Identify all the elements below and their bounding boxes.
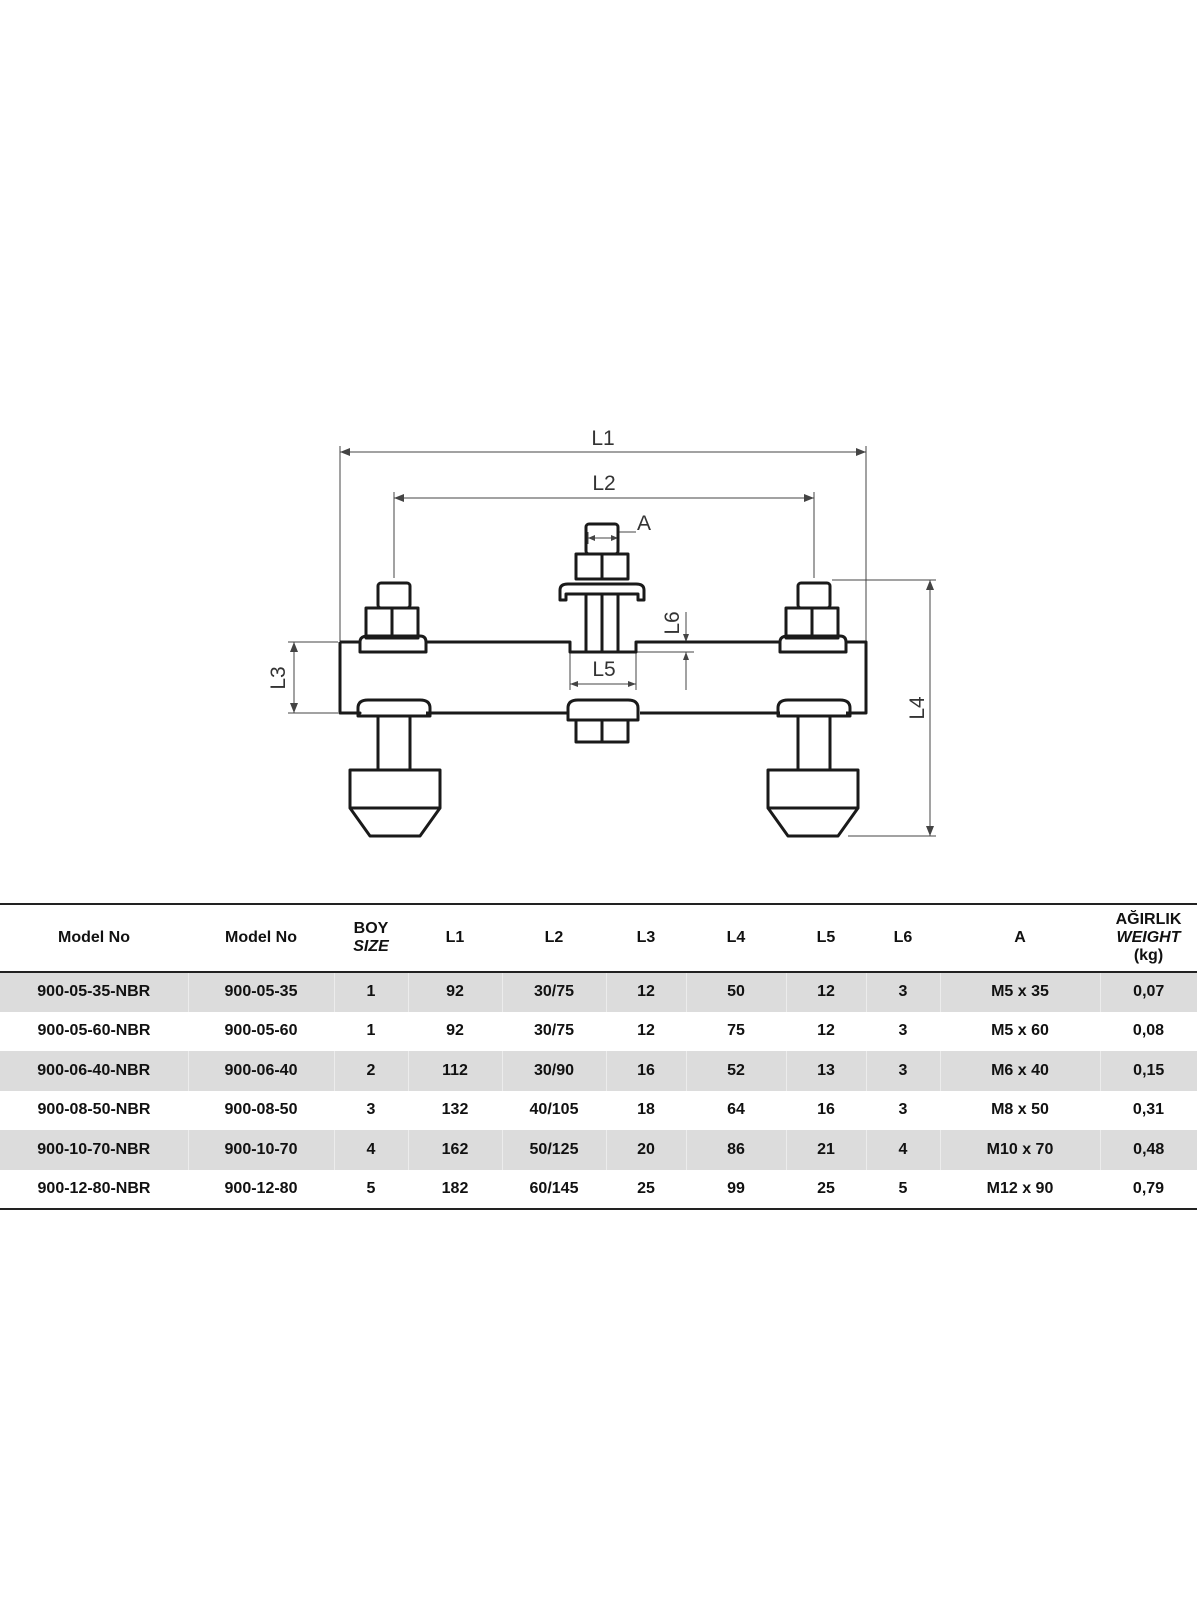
header-l2: L2 (544, 929, 564, 946)
cell-model-no-short: 900-05-60 (224, 1022, 298, 1040)
header-weight-label: WEIGHT (1116, 929, 1181, 946)
cell-model-no: 900-06-40-NBR (0, 1051, 188, 1091)
cell-l6: 3 (898, 1022, 908, 1040)
cell-a: M5 x 35 (940, 972, 1100, 1012)
cell-l2: 30/75 (502, 972, 606, 1012)
cell-size: 1 (366, 1022, 376, 1040)
cell-l2: 30/75 (533, 1022, 575, 1040)
cell-l1: 162 (408, 1130, 502, 1170)
header-l4: L4 (726, 929, 746, 946)
cell-l1: 112 (408, 1051, 502, 1091)
cell-weight: 0,07 (1100, 972, 1197, 1012)
dimension-l6 (636, 611, 694, 690)
header-l1: L1 (445, 929, 465, 946)
dimension-l4 (832, 580, 936, 836)
table-row (0, 1170, 1197, 1210)
cell-l3: 16 (606, 1051, 686, 1091)
left-bolt-assembly (350, 583, 440, 836)
cell-weight: 0,48 (1100, 1130, 1197, 1170)
cell-model-no-short: 900-05-35 (188, 972, 334, 1012)
cell-l6: 5 (898, 1179, 908, 1197)
dimension-l3 (267, 642, 338, 713)
cell-l3: 12 (606, 972, 686, 1012)
cell-model-no: 900-05-60-NBR (37, 1022, 151, 1040)
cell-l4: 52 (686, 1051, 786, 1091)
header-size-label: SIZE (353, 938, 389, 955)
cell-l5: 12 (786, 972, 866, 1012)
cell-a: M8 x 50 (991, 1101, 1049, 1119)
cell-model-no-short: 900-10-70 (188, 1130, 334, 1170)
dimension-label-l2: L2 (592, 472, 616, 495)
header-model-no-1: Model No (58, 929, 130, 946)
header-l5: L5 (816, 929, 836, 946)
cell-l3: 25 (637, 1179, 655, 1197)
cell-size: 2 (334, 1051, 408, 1091)
table-body (0, 972, 1197, 1209)
cell-weight: 0,31 (1132, 1101, 1165, 1119)
header-agirlik: AĞIRLIK (1115, 911, 1182, 928)
cell-weight: 0,15 (1100, 1051, 1197, 1091)
cell-size: 5 (366, 1179, 376, 1197)
cell-weight: 0,08 (1132, 1022, 1165, 1040)
cell-size: 1 (334, 972, 408, 1012)
cell-l6: 3 (866, 972, 940, 1012)
cell-model-no: 900-05-35-NBR (0, 972, 188, 1012)
cell-l2: 30/90 (502, 1051, 606, 1091)
dimension-label-l5: L5 (592, 658, 616, 681)
cell-l2: 50/125 (502, 1130, 606, 1170)
cell-weight: 0,79 (1132, 1179, 1165, 1197)
cell-l3: 18 (637, 1101, 655, 1119)
cell-l4: 86 (686, 1130, 786, 1170)
header-boy: BOY (353, 920, 389, 937)
cell-l6: 4 (866, 1130, 940, 1170)
table-row (0, 972, 1197, 1012)
table-row (0, 1130, 1197, 1170)
dimension-label-l6: L6 (661, 611, 684, 635)
cell-model-no: 900-12-80-NBR (37, 1179, 151, 1197)
cell-l1: 182 (441, 1179, 469, 1197)
header-row (0, 904, 1197, 972)
cell-model-no-short: 900-06-40 (188, 1051, 334, 1091)
header-l6: L6 (893, 929, 913, 946)
specifications-table (0, 903, 1197, 1210)
cell-l1: 132 (441, 1101, 469, 1119)
cell-model-no: 900-08-50-NBR (37, 1101, 151, 1119)
cell-l2: 60/145 (529, 1179, 579, 1197)
cell-l5: 13 (786, 1051, 866, 1091)
cell-a: M6 x 40 (940, 1051, 1100, 1091)
dimension-l5 (570, 652, 636, 690)
cell-a: M5 x 60 (991, 1022, 1049, 1040)
cell-l3: 12 (637, 1022, 655, 1040)
cell-l4: 75 (727, 1022, 745, 1040)
dimension-label-a: A (636, 512, 652, 535)
table-header (0, 904, 1197, 972)
cell-l6: 3 (866, 1051, 940, 1091)
cell-l4: 64 (727, 1101, 745, 1119)
cell-l5: 12 (817, 1022, 835, 1040)
cell-l6: 3 (898, 1101, 908, 1119)
cell-l3: 20 (606, 1130, 686, 1170)
cell-l4: 99 (727, 1179, 745, 1197)
table-row (0, 1091, 1197, 1131)
table-row (0, 1051, 1197, 1091)
cell-size: 3 (366, 1101, 376, 1119)
header-model-no-2: Model No (225, 929, 297, 946)
cell-size: 4 (334, 1130, 408, 1170)
cell-model-no-short: 900-08-50 (224, 1101, 298, 1119)
header-a: A (1014, 929, 1026, 946)
cell-l5: 25 (817, 1179, 835, 1197)
header-size (334, 904, 408, 972)
cell-model-no: 900-10-70-NBR (0, 1130, 188, 1170)
dimension-label-l1: L1 (591, 427, 615, 450)
cell-a: M10 x 70 (940, 1130, 1100, 1170)
cell-l5: 16 (817, 1101, 835, 1119)
dimension-label-l3: L3 (267, 666, 290, 690)
center-bolt-assembly (560, 524, 644, 742)
header-weight (1100, 904, 1197, 972)
dimension-a (588, 512, 651, 544)
table-row (0, 1012, 1197, 1052)
header-l3: L3 (636, 929, 656, 946)
cell-model-no-short: 900-12-80 (224, 1179, 298, 1197)
cell-l4: 50 (686, 972, 786, 1012)
cell-l1: 92 (408, 972, 502, 1012)
right-bolt-assembly (768, 583, 858, 836)
cell-a: M12 x 90 (986, 1179, 1054, 1197)
header-kg: (kg) (1133, 947, 1164, 964)
dimension-label-l4: L4 (906, 696, 929, 720)
cell-l5: 21 (786, 1130, 866, 1170)
cell-l1: 92 (446, 1022, 464, 1040)
cell-l2: 40/105 (529, 1101, 579, 1119)
